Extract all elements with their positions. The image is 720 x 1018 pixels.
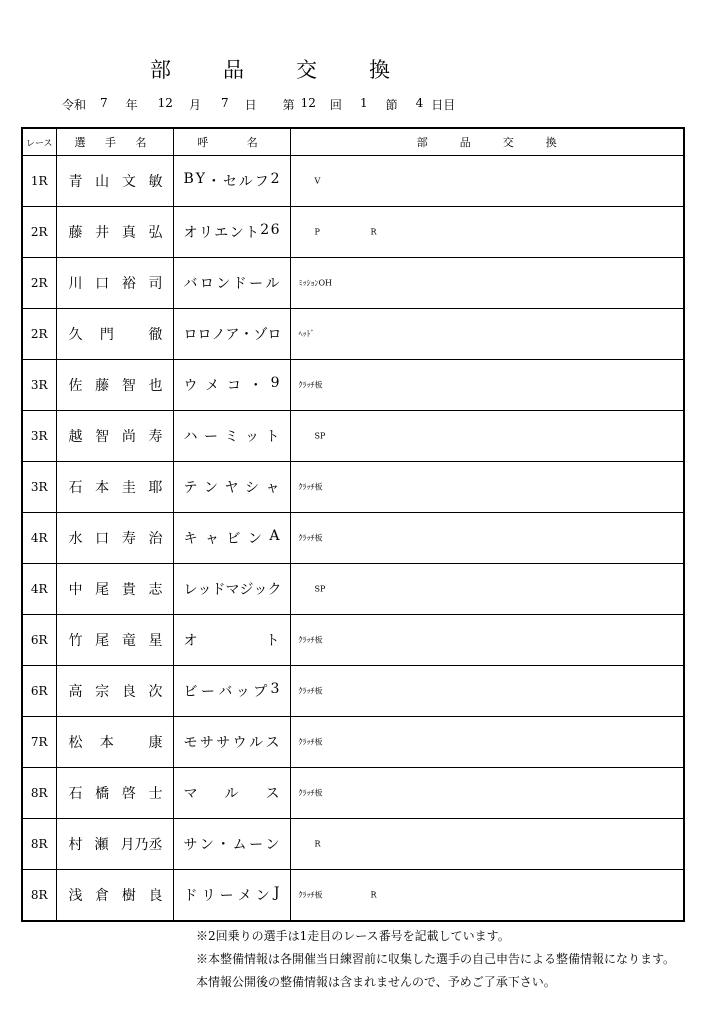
- boat-name-char: ン: [247, 531, 262, 547]
- racer-name: [56, 258, 173, 309]
- part-item: SP: [314, 431, 326, 441]
- boat-name: [173, 309, 290, 360]
- footnote-3: 本情報公開後の整備情報は含まれませんので、予めご了承下さい。: [196, 975, 556, 989]
- parts-exchanged: [290, 207, 684, 258]
- racer-name-char: 敏: [148, 174, 163, 190]
- boat-name-char: ド: [232, 276, 247, 292]
- race-number: 4R: [22, 513, 56, 564]
- parts-exchanged: [290, 309, 684, 360]
- racer-name-char: 浅: [68, 888, 83, 904]
- racer-name-char: 尾: [95, 633, 110, 649]
- boat-name-char: 2: [270, 171, 280, 187]
- racer-name-char: 啓: [121, 786, 136, 802]
- racer-name: [56, 309, 173, 360]
- header-racer-name: 選 手 名: [56, 128, 173, 156]
- date-part: 日: [244, 98, 257, 112]
- boat-name-char: ト: [244, 225, 259, 241]
- racer-name: [56, 666, 173, 717]
- boat-name-char: ド: [211, 582, 226, 598]
- parts-exchanged: [290, 513, 684, 564]
- boat-name-char: モ: [183, 735, 198, 751]
- racer-name-char: 士: [148, 786, 163, 802]
- racer-name-char: 司: [148, 276, 163, 292]
- boat-name-char: サ: [199, 735, 214, 751]
- racer-name-char: 月乃丞: [120, 837, 163, 853]
- racer-name: [56, 513, 173, 564]
- racer-name-char: 徹: [148, 327, 163, 343]
- table-row: [22, 564, 684, 615]
- boat-name-char: テ: [183, 480, 198, 496]
- race-number: 3R: [22, 462, 56, 513]
- boat-name-char: ッ: [245, 429, 259, 445]
- racer-name-char: 文: [121, 174, 136, 190]
- boat-name-char: オ: [183, 225, 198, 241]
- racer-name-char: 樹: [121, 888, 136, 904]
- header-boat-name: 呼 名: [173, 128, 290, 156]
- boat-name-char: ・: [248, 378, 263, 394]
- part-item: V: [314, 176, 321, 186]
- boat-name-char: ・: [206, 174, 221, 190]
- header-race: レース: [22, 128, 56, 156]
- boat-name-char: ャ: [265, 480, 280, 496]
- boat-name-char: 2: [260, 222, 270, 238]
- race-number: 3R: [22, 360, 56, 411]
- boat-name-char: J: [273, 885, 280, 901]
- date-part: 第: [282, 98, 295, 112]
- boat-name-char: レ: [183, 582, 198, 598]
- parts-exchanged: [290, 258, 684, 309]
- racer-name-char: 次: [148, 684, 163, 700]
- race-number: 8R: [22, 870, 56, 922]
- boat-name-char: ン: [204, 480, 218, 496]
- racer-name-char: 石: [68, 786, 83, 802]
- boat-name-char: A: [269, 528, 280, 544]
- boat-name-char: ミ: [224, 429, 239, 445]
- part-item: ｸﾗｯﾁ板: [298, 890, 323, 900]
- racer-name-char: 佐: [68, 378, 83, 394]
- parts-exchanged: [290, 156, 684, 207]
- boat-name: [173, 666, 290, 717]
- boat-name-char: ー: [200, 684, 215, 700]
- racer-name-char: 良: [121, 684, 136, 700]
- racer-name-char: 石: [68, 480, 83, 496]
- boat-name-char: プ: [253, 684, 268, 700]
- boat-name-char: ヤ: [224, 480, 239, 496]
- racer-name-char: 水: [68, 531, 83, 547]
- boat-name-char: ッ: [235, 684, 250, 700]
- boat-name-char: バ: [218, 684, 233, 700]
- header-parts-char: 交: [502, 136, 514, 149]
- date-part: 令和: [62, 98, 87, 112]
- boat-name-char: サ: [183, 837, 198, 853]
- boat-name-char: ビ: [183, 684, 198, 700]
- date-part: 12: [300, 96, 316, 110]
- race-number: 8R: [22, 819, 56, 870]
- boat-name: [173, 462, 290, 513]
- table-row: [22, 717, 684, 768]
- part-item: ｸﾗｯﾁ板: [298, 737, 323, 747]
- race-number: 2R: [22, 258, 56, 309]
- boat-name-char: ン: [216, 276, 231, 292]
- boat-name-char: フ: [254, 174, 269, 190]
- boat-name-char: セ: [222, 174, 237, 190]
- racer-name-char: 高: [68, 684, 83, 700]
- part-item: ｸﾗｯﾁ板: [298, 380, 323, 390]
- racer-name-char: 良: [148, 888, 163, 904]
- part-item: R: [314, 839, 321, 849]
- boat-name-char: ン: [229, 225, 244, 241]
- racer-name-char: 瀬: [94, 837, 109, 853]
- boat-name-char: ゾ: [253, 327, 268, 343]
- part-item: SP: [314, 584, 326, 594]
- racer-name: [56, 360, 173, 411]
- table-row: [22, 156, 684, 207]
- race-number: 3R: [22, 411, 56, 462]
- boat-name: [173, 207, 290, 258]
- racer-name: [56, 717, 173, 768]
- date-part: 7: [100, 96, 108, 110]
- table-row: [22, 615, 684, 666]
- boat-name-char: ン: [199, 837, 214, 853]
- racer-name-char: 志: [148, 582, 163, 598]
- racer-name: [56, 615, 173, 666]
- racer-name-char: 真: [121, 225, 136, 241]
- page-title: [150, 54, 390, 84]
- boat-name-char: ン: [255, 888, 270, 904]
- boat-name: [173, 564, 290, 615]
- racer-name-char: 尾: [95, 582, 110, 598]
- boat-name-char: ・: [216, 837, 231, 853]
- footnotes: [196, 925, 675, 994]
- part-item: ｸﾗｯﾁ板: [298, 482, 323, 492]
- parts-exchanged: [290, 768, 684, 819]
- boat-name: [173, 258, 290, 309]
- boat-name: [173, 717, 290, 768]
- footnote-2: ※本整備情報は各開催当日練習前に収集した選手の自己申告による整備情報になります。: [196, 952, 676, 966]
- boat-name-char: ッ: [197, 582, 212, 598]
- boat-name-char: 6: [270, 222, 280, 238]
- race-number: 2R: [22, 309, 56, 360]
- parts-exchanged: [290, 819, 684, 870]
- racer-name-char: 倉: [95, 888, 110, 904]
- racer-name-char: 康: [148, 735, 163, 751]
- table-row: [22, 360, 684, 411]
- date-part: 12: [157, 96, 173, 110]
- boat-name-char: ジ: [239, 582, 254, 598]
- boat-name-char: ト: [265, 633, 280, 649]
- racer-name-char: 門: [99, 327, 114, 343]
- table-row: [22, 462, 684, 513]
- boat-name-char: リ: [198, 225, 213, 241]
- boat-name-char: 9: [270, 375, 280, 391]
- race-number: 2R: [22, 207, 56, 258]
- boat-name-char: ー: [219, 888, 234, 904]
- boat-name: [173, 819, 290, 870]
- parts-exchange-table: [21, 127, 685, 922]
- part-item: ｸﾗｯﾁ板: [298, 635, 323, 645]
- boat-name: [173, 870, 290, 922]
- table-row: [22, 309, 684, 360]
- racer-name-char: 也: [148, 378, 163, 394]
- racer-name-char: 貴: [121, 582, 136, 598]
- table-row: [22, 819, 684, 870]
- racer-name: [56, 156, 173, 207]
- header-parts-char: 部: [416, 136, 428, 149]
- part-item: ｸﾗｯﾁ板: [298, 533, 323, 543]
- boat-name-char: ビ: [226, 531, 241, 547]
- racer-name-char: 弘: [148, 225, 163, 241]
- racer-name: [56, 411, 173, 462]
- racer-name-char: 智: [121, 378, 136, 394]
- boat-name-char: ノ: [211, 327, 226, 343]
- racer-name-char: 本: [95, 480, 110, 496]
- date-part: 回: [329, 98, 342, 112]
- racer-name: [56, 819, 173, 870]
- boat-name-char: オ: [183, 633, 198, 649]
- racer-name-char: 山: [95, 174, 110, 190]
- title-char: 交: [296, 58, 317, 82]
- boat-name-char: ル: [224, 786, 239, 802]
- boat-name: [173, 615, 290, 666]
- racer-name-char: 宗: [95, 684, 110, 700]
- title-char: 品: [223, 58, 244, 82]
- racer-name-char: 圭: [121, 480, 136, 496]
- racer-name-char: 村: [68, 837, 83, 853]
- parts-exchanged: [290, 717, 684, 768]
- racer-name-char: 裕: [121, 276, 136, 292]
- part-item: R: [370, 227, 377, 237]
- date-part: 月: [188, 98, 201, 112]
- racer-name-char: 竹: [68, 633, 83, 649]
- racer-name-char: 橋: [95, 786, 110, 802]
- racer-name-char: 川: [68, 276, 83, 292]
- boat-name-char: ス: [265, 735, 280, 751]
- racer-name-char: 青: [68, 174, 83, 190]
- racer-name: [56, 207, 173, 258]
- table-row: [22, 666, 684, 717]
- parts-exchanged: [290, 360, 684, 411]
- footnote-1: ※2回乗りの選手は1走目のレース番号を記載しています。: [196, 929, 510, 943]
- boat-name-char: ロ: [199, 276, 214, 292]
- racer-name-char: 寿: [148, 429, 163, 445]
- racer-name-char: 井: [95, 225, 110, 241]
- boat-name-char: コ: [227, 378, 242, 394]
- boat-name-char: ・: [239, 327, 254, 343]
- table-row: [22, 513, 684, 564]
- boat-name-char: ロ: [183, 327, 198, 343]
- date-part: 1: [359, 96, 368, 110]
- parts-exchanged: [290, 615, 684, 666]
- boat-name-char: マ: [183, 786, 198, 802]
- title-char: 部: [150, 58, 171, 82]
- racer-name-char: 竜: [121, 633, 136, 649]
- part-item: ｸﾗｯﾁ板: [298, 686, 323, 696]
- boat-name-char: キ: [183, 531, 198, 547]
- race-number: 1R: [22, 156, 56, 207]
- boat-name-char: ル: [265, 276, 280, 292]
- racer-name-char: 久: [68, 327, 83, 343]
- boat-name-char: ー: [249, 276, 264, 292]
- racer-name-char: 松: [68, 735, 83, 751]
- date-part: 年: [125, 98, 138, 112]
- boat-name-char: メ: [205, 378, 220, 394]
- racer-name-char: 越: [68, 429, 83, 445]
- boat-name-char: サ: [216, 735, 231, 751]
- race-number: 6R: [22, 666, 56, 717]
- boat-name: [173, 768, 290, 819]
- parts-exchanged: [290, 870, 684, 922]
- racer-name-char: 本: [99, 735, 114, 751]
- part-item: ﾍｯﾄﾞ: [298, 329, 315, 339]
- parts-exchanged: [290, 411, 684, 462]
- racer-name: [56, 564, 173, 615]
- boat-name-char: ル: [238, 174, 253, 190]
- table-row: [22, 870, 684, 922]
- boat-name-char: ア: [225, 327, 240, 343]
- table-row: [22, 768, 684, 819]
- part-item: R: [370, 890, 377, 900]
- racer-name-char: 藤: [68, 225, 83, 241]
- boat-name: [173, 156, 290, 207]
- racer-name-char: 中: [68, 582, 83, 598]
- parts-exchanged: [290, 462, 684, 513]
- racer-name-char: 智: [95, 429, 110, 445]
- boat-name-char: ロ: [197, 327, 212, 343]
- date-part: 節: [385, 98, 398, 112]
- race-number: 7R: [22, 717, 56, 768]
- boat-name-char: ク: [267, 582, 282, 598]
- boat-name: [173, 360, 290, 411]
- header-parts: [290, 128, 684, 156]
- boat-name-char: ル: [249, 735, 264, 751]
- boat-name-char: ャ: [204, 531, 219, 547]
- boat-name-char: シ: [245, 480, 259, 496]
- boat-name: [173, 411, 290, 462]
- racer-name-char: 星: [148, 633, 163, 649]
- boat-name: [173, 513, 290, 564]
- boat-name-char: ム: [232, 837, 247, 853]
- racer-name-char: 耶: [148, 480, 163, 496]
- date-line: [62, 96, 455, 113]
- race-number: 4R: [22, 564, 56, 615]
- boat-name-char: ン: [265, 837, 280, 853]
- part-item: P: [314, 227, 320, 237]
- racer-name: [56, 768, 173, 819]
- parts-exchanged: [290, 564, 684, 615]
- date-part: 日目: [431, 98, 456, 112]
- racer-name-char: 藤: [95, 378, 110, 394]
- boat-name-char: ド: [183, 888, 198, 904]
- boat-name-char: ッ: [253, 582, 268, 598]
- title-char: 換: [369, 58, 390, 82]
- race-number: 6R: [22, 615, 56, 666]
- header-parts-char: 品: [459, 136, 471, 149]
- table-header-row: [22, 128, 684, 156]
- racer-name-char: 口: [95, 531, 110, 547]
- boat-name-char: メ: [237, 888, 252, 904]
- part-item: ｸﾗｯﾁ板: [298, 788, 323, 798]
- table-row: [22, 258, 684, 309]
- boat-name-char: Y: [195, 171, 205, 187]
- boat-name-char: 3: [270, 681, 280, 697]
- header-parts-char: 換: [545, 136, 557, 149]
- table-row: [22, 207, 684, 258]
- boat-name-char: マ: [225, 582, 240, 598]
- racer-name-char: 寿: [121, 531, 136, 547]
- date-part: 4: [415, 96, 424, 110]
- boat-name-char: ウ: [183, 378, 198, 394]
- racer-name-char: 尚: [121, 429, 136, 445]
- boat-name-char: ー: [204, 429, 218, 445]
- part-item: ﾐｯｼｮﾝOH: [298, 278, 333, 288]
- boat-name-char: エ: [214, 225, 229, 241]
- boat-name-char: ー: [249, 837, 264, 853]
- racer-name-char: 治: [148, 531, 163, 547]
- table-row: [22, 411, 684, 462]
- boat-name-char: B: [183, 171, 194, 187]
- boat-name-char: ト: [265, 429, 280, 445]
- boat-name-char: ハ: [183, 429, 198, 445]
- boat-name-char: ロ: [267, 327, 282, 343]
- boat-name-char: ス: [265, 786, 280, 802]
- boat-name-char: ウ: [232, 735, 247, 751]
- race-number: 8R: [22, 768, 56, 819]
- racer-name: [56, 462, 173, 513]
- parts-exchanged: [290, 666, 684, 717]
- boat-name-char: バ: [183, 276, 198, 292]
- racer-name: [56, 870, 173, 922]
- date-part: 7: [220, 96, 229, 110]
- racer-name-char: 口: [95, 276, 110, 292]
- boat-name-char: リ: [201, 888, 216, 904]
